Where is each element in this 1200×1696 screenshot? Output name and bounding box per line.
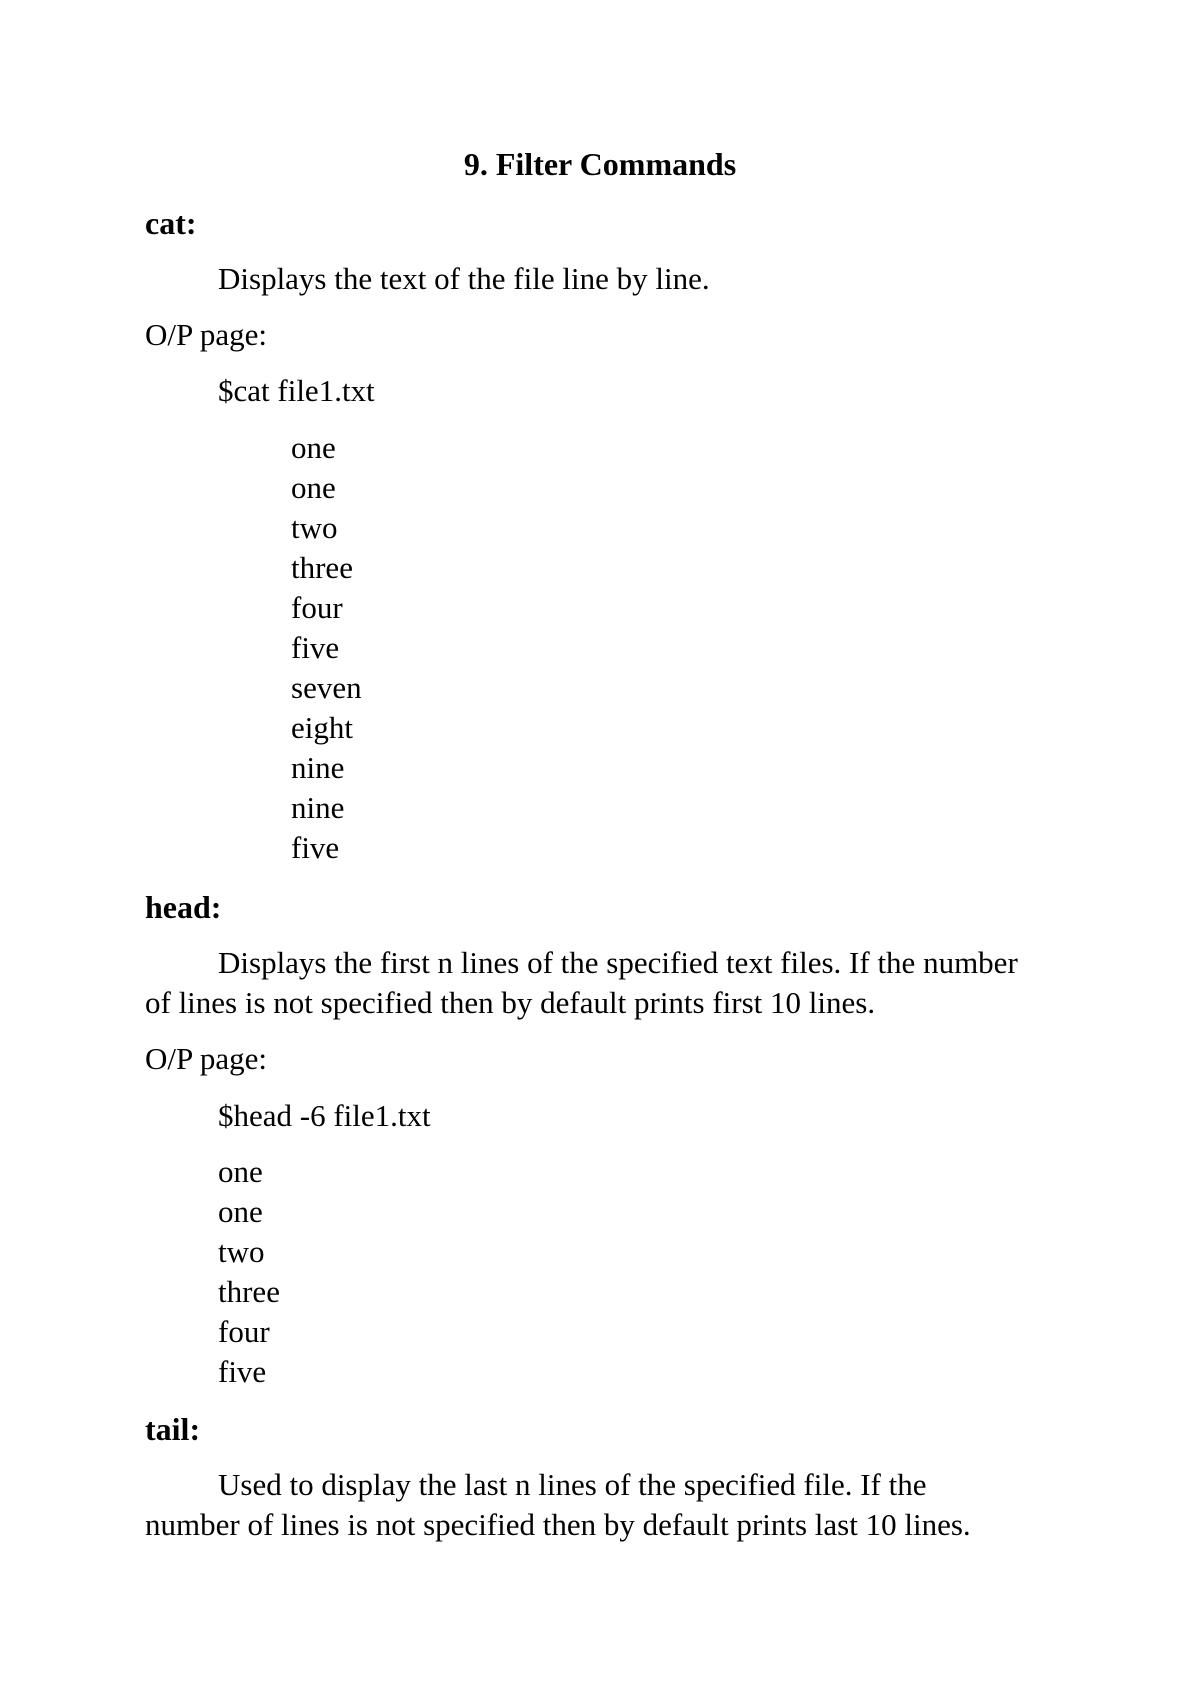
page-title: 9. Filter Commands <box>463 146 737 182</box>
output-line: five <box>291 630 340 665</box>
head-output-list <box>218 1152 280 1392</box>
output-line: one <box>291 430 336 465</box>
output-line: nine <box>291 790 345 825</box>
output-line: one <box>291 470 336 505</box>
tail-description-line1: Used to display the last n lines of the specified file. If the <box>218 1467 927 1502</box>
output-line: one <box>218 1194 263 1229</box>
cat-heading: cat: <box>145 205 197 241</box>
output-line: two <box>291 510 338 545</box>
tail-description-line2: number of lines is not specified then by default prints last 10 lines. <box>145 1507 971 1542</box>
output-line: seven <box>291 670 362 705</box>
output-line: four <box>218 1314 270 1349</box>
head-op-label: O/P page: <box>145 1041 267 1076</box>
head-description <box>145 943 1065 1023</box>
cat-command: $cat file1.txt <box>218 373 375 408</box>
head-description-line2: of lines is not specified then by default prints first 10 lines. <box>145 985 876 1020</box>
output-line: two <box>218 1234 265 1269</box>
output-line: one <box>218 1154 263 1189</box>
output-line: four <box>291 590 343 625</box>
head-heading: head: <box>145 889 222 925</box>
cat-description: Displays the text of the file line by line. <box>218 261 710 296</box>
output-line: three <box>218 1274 280 1309</box>
cat-output-list <box>291 428 362 868</box>
output-line: five <box>218 1354 267 1389</box>
head-command: $head -6 file1.txt <box>218 1098 431 1133</box>
cat-op-label: O/P page: <box>145 317 267 352</box>
output-line: eight <box>291 710 353 745</box>
head-description-line1: Displays the first n lines of the specified text files. If the number <box>218 945 1018 980</box>
tail-heading: tail: <box>145 1411 201 1447</box>
tail-description <box>145 1465 1065 1545</box>
output-line: three <box>291 550 353 585</box>
output-line: five <box>291 830 340 865</box>
output-line: nine <box>291 750 345 785</box>
